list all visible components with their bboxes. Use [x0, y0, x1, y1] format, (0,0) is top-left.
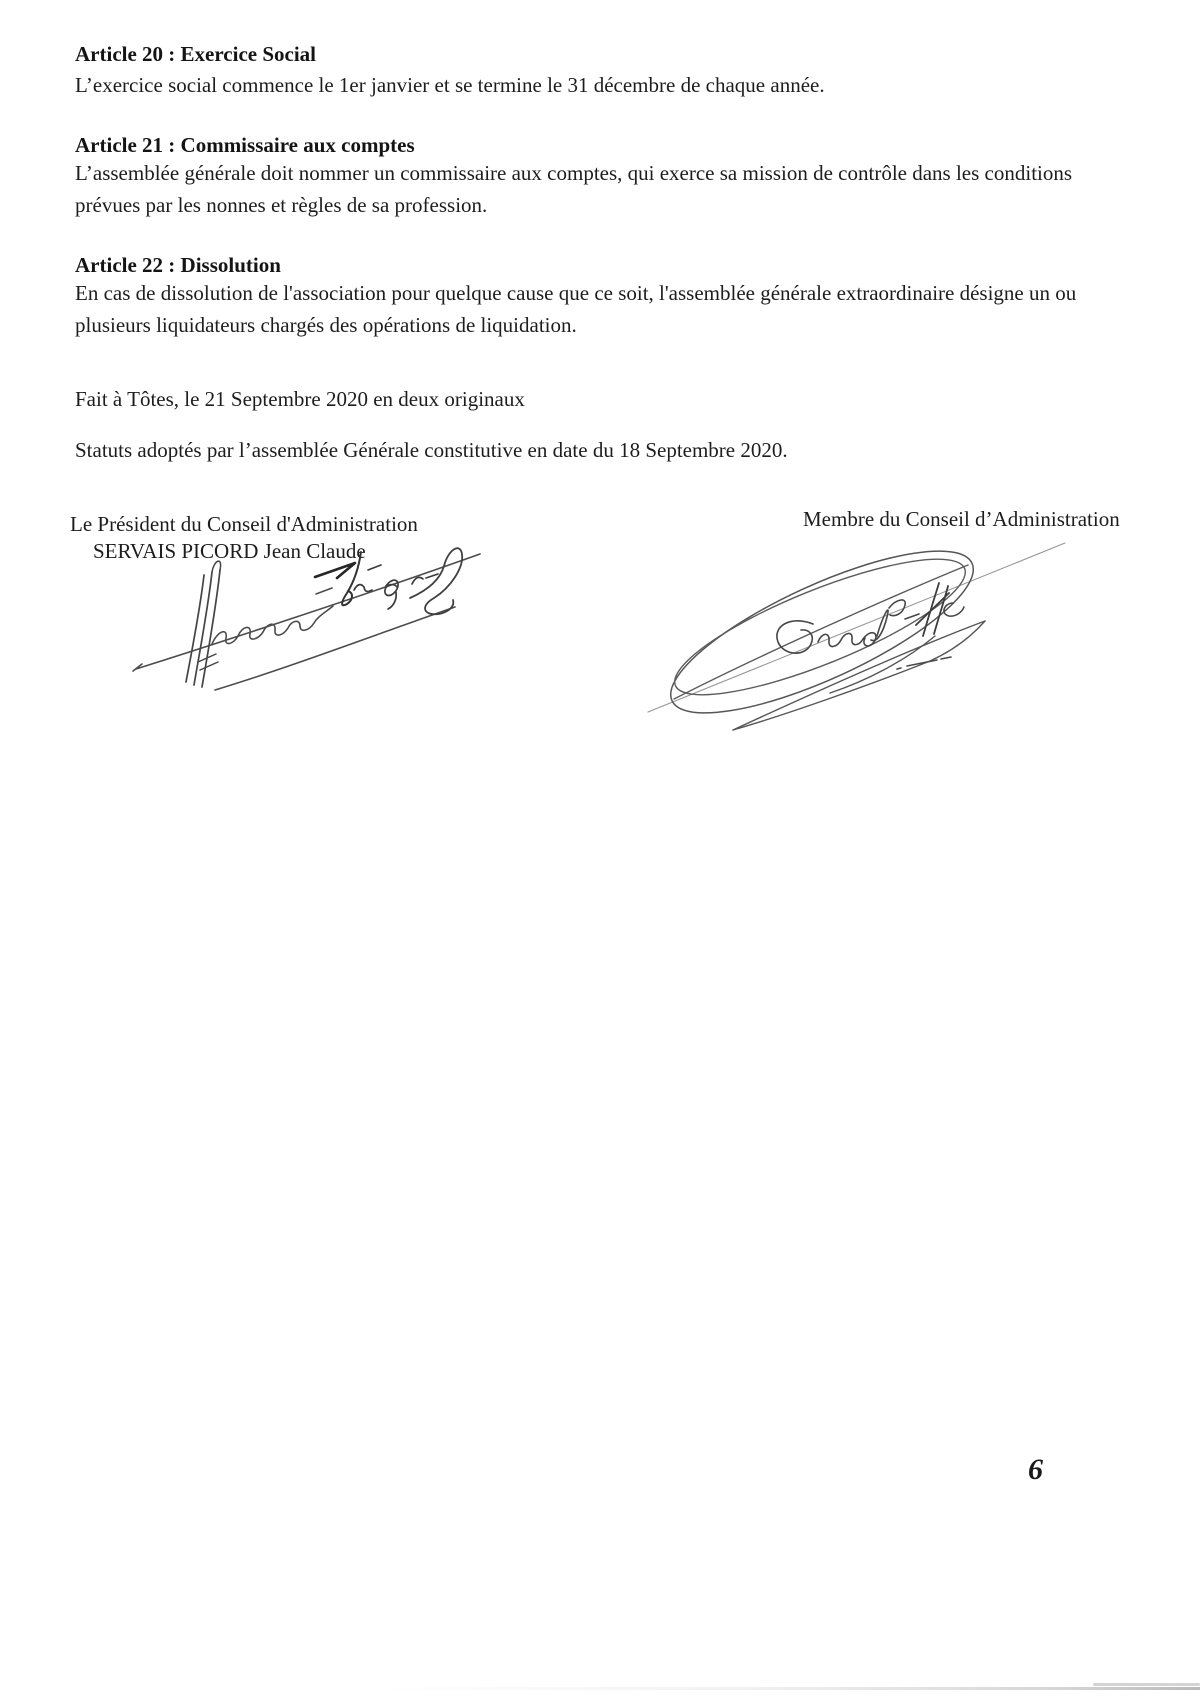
article-20-text-line: L’exercice social commence le 1er janvier et se termine le 31 décembre de chaque année. — [75, 73, 825, 97]
president-signature-name: SERVAIS PICORD Jean Claude — [93, 539, 366, 563]
president-signature-title: Le Président du Conseil d'Administration — [70, 512, 418, 536]
article-22-text-line: plusieurs liquidateurs chargés des opérations de liquidation. — [75, 313, 577, 337]
article-21-text-line: prévues par les nonnes et règles de sa profession. — [75, 193, 488, 217]
article-22-text-line: En cas de dissolution de l'association pour quelque cause que ce soit, l'assemblée générale extraordinaire désigne un ou — [75, 281, 1077, 305]
closing-made-at-line: Fait à Tôtes, le 21 Septembre 2020 en deux originaux — [75, 387, 525, 411]
article-22-heading: Article 22 : Dissolution — [75, 253, 281, 277]
president-signature — [128, 490, 498, 695]
article-20-heading: Article 20 : Exercice Social — [75, 42, 317, 66]
member-signature-title: Membre du Conseil d’Administration — [803, 507, 1120, 531]
article-21-heading: Article 21 : Commissaire aux comptes — [75, 133, 415, 157]
scan-artifact-line — [380, 1687, 1200, 1690]
page-number: 6 — [1028, 1453, 1043, 1486]
member-signature — [600, 493, 1080, 743]
article-21-text-line: L’assemblée générale doit nommer un commissaire aux comptes, qui exerce sa mission de contrôle dans les conditions — [75, 161, 1073, 185]
scan-artifact-line-end — [1093, 1683, 1200, 1686]
closing-adopted-line: Statuts adoptés par l’assemblée Générale constitutive en date du 18 Septembre 2020. — [75, 438, 788, 462]
